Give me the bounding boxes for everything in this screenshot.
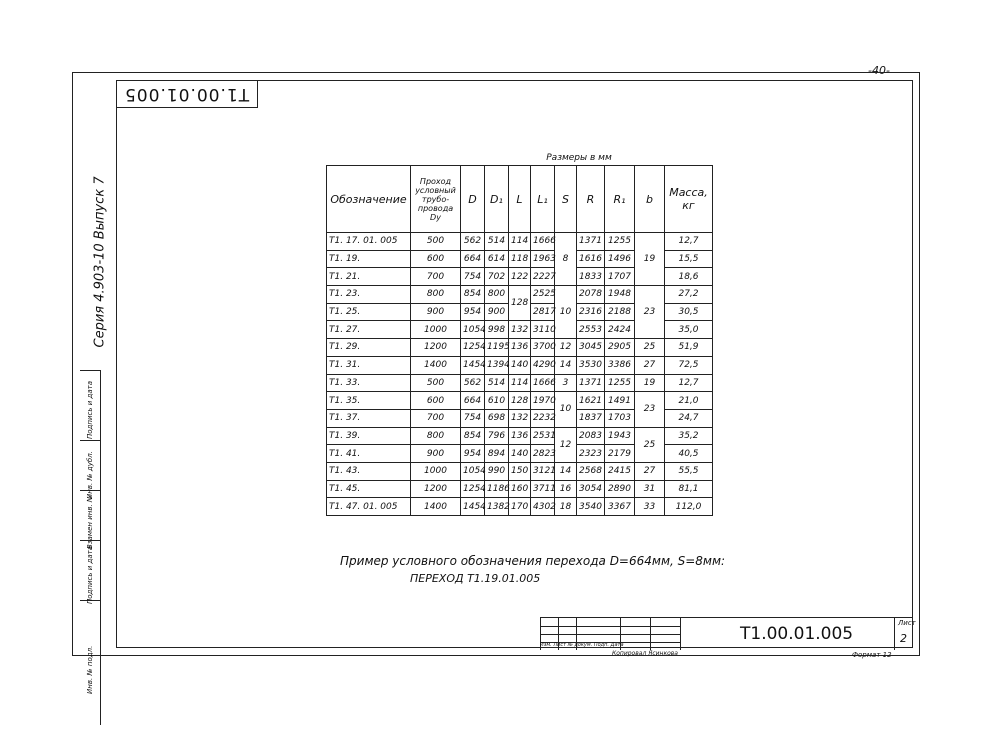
cell-b: 33 bbox=[635, 498, 665, 516]
title-block-column-labels: Изм. Лист № докум. Подп. Дата bbox=[540, 642, 624, 648]
cell-mass: 35,2 bbox=[665, 427, 713, 445]
cell-R: 3045 bbox=[577, 339, 605, 357]
cell-mass: 81,1 bbox=[665, 480, 713, 498]
cell-D1: 796 bbox=[485, 427, 509, 445]
table-row bbox=[327, 498, 713, 516]
cell-L1: 3121 bbox=[531, 462, 555, 480]
cell-L: 136 bbox=[509, 339, 531, 357]
cell-dn: 1000 bbox=[411, 321, 461, 339]
cell-L1: 1666 bbox=[531, 233, 555, 251]
cell-D1: 610 bbox=[485, 392, 509, 410]
cell-L: 114 bbox=[509, 374, 531, 392]
spec-table-wrapper bbox=[326, 153, 712, 516]
cell-L1: 1666 bbox=[531, 374, 555, 392]
cell-designation: Т1. 23. bbox=[327, 286, 411, 304]
cell-L: 118 bbox=[509, 250, 531, 268]
cell-R1: 2424 bbox=[605, 321, 635, 339]
table-row bbox=[327, 480, 713, 498]
cell-mass: 27,2 bbox=[665, 286, 713, 304]
header-mass: Масса, кг bbox=[665, 166, 713, 233]
cell-R1: 2415 bbox=[605, 462, 635, 480]
cell-L: 150 bbox=[509, 462, 531, 480]
cell-L1: 2227 bbox=[531, 268, 555, 286]
cell-L1: 2525 bbox=[531, 286, 555, 304]
cell-D: 664 bbox=[461, 250, 485, 268]
cell-designation: Т1. 27. bbox=[327, 321, 411, 339]
cell-D: 562 bbox=[461, 374, 485, 392]
cell-designation: Т1. 37. bbox=[327, 409, 411, 427]
cell-L1: 3711 bbox=[531, 480, 555, 498]
cell-mass: 30,5 bbox=[665, 303, 713, 321]
cell-dn: 700 bbox=[411, 409, 461, 427]
cell-L1: 3110 bbox=[531, 321, 555, 339]
cell-R: 1833 bbox=[577, 268, 605, 286]
example-line-1: Пример условного обозначения перехода D=664мм, S=8мм: bbox=[340, 554, 726, 568]
title-block bbox=[540, 617, 916, 650]
cell-R: 2568 bbox=[577, 462, 605, 480]
example-line-2: ПЕРЕХОД Т1.19.01.005 bbox=[410, 572, 541, 585]
cell-R: 3530 bbox=[577, 356, 605, 374]
cell-R: 2083 bbox=[577, 427, 605, 445]
cell-S: 3 bbox=[555, 374, 577, 392]
cell-S: 14 bbox=[555, 462, 577, 480]
cell-R1: 1707 bbox=[605, 268, 635, 286]
cell-designation: Т1. 31. bbox=[327, 356, 411, 374]
tb-hline bbox=[540, 634, 680, 635]
cell-mass: 40,5 bbox=[665, 445, 713, 463]
cell-mass: 112,0 bbox=[665, 498, 713, 516]
cell-L: 160 bbox=[509, 480, 531, 498]
cell-L1: 3700 bbox=[531, 339, 555, 357]
cell-S: 14 bbox=[555, 356, 577, 374]
cell-D: 1254 bbox=[461, 480, 485, 498]
cell-dn: 800 bbox=[411, 286, 461, 304]
cell-D1: 998 bbox=[485, 321, 509, 339]
side-cell-4: Подпись и дата bbox=[86, 546, 94, 604]
cell-designation: Т1. 45. bbox=[327, 480, 411, 498]
cell-D: 1454 bbox=[461, 356, 485, 374]
cell-R1: 3386 bbox=[605, 356, 635, 374]
cell-R1: 1943 bbox=[605, 427, 635, 445]
spec-table bbox=[326, 165, 713, 516]
cell-L: 114 bbox=[509, 233, 531, 251]
cell-mass: 35,0 bbox=[665, 321, 713, 339]
cell-R: 1371 bbox=[577, 374, 605, 392]
cell-dn: 900 bbox=[411, 303, 461, 321]
cell-L1: 4302 bbox=[531, 498, 555, 516]
cell-R1: 1255 bbox=[605, 233, 635, 251]
cell-mass: 55,5 bbox=[665, 462, 713, 480]
table-header-row bbox=[327, 166, 713, 233]
cell-mass: 12,7 bbox=[665, 374, 713, 392]
cell-dn: 500 bbox=[411, 374, 461, 392]
side-strip-divider bbox=[100, 370, 101, 725]
cell-designation: Т1. 19. bbox=[327, 250, 411, 268]
sheet-label: Лист bbox=[898, 619, 916, 627]
cell-dn: 1400 bbox=[411, 498, 461, 516]
cell-L: 136 bbox=[509, 427, 531, 445]
cell-designation: Т1. 47. 01. 005 bbox=[327, 498, 411, 516]
cell-b: 27 bbox=[635, 356, 665, 374]
cell-D: 1254 bbox=[461, 339, 485, 357]
table-row bbox=[327, 427, 713, 445]
cell-L: 132 bbox=[509, 321, 531, 339]
side-cell-3: Взамен инв. № bbox=[86, 494, 94, 549]
cell-dn: 600 bbox=[411, 392, 461, 410]
cell-L1: 1970 bbox=[531, 392, 555, 410]
side-cell-5: Инв. № подл. bbox=[86, 645, 94, 694]
cell-b: 23 bbox=[635, 392, 665, 427]
header-R1: R₁ bbox=[605, 166, 635, 233]
cell-L1: 2232 bbox=[531, 409, 555, 427]
cell-b: 19 bbox=[635, 374, 665, 392]
cell-S: 12 bbox=[555, 339, 577, 357]
cell-dn: 500 bbox=[411, 233, 461, 251]
cell-designation: Т1. 35. bbox=[327, 392, 411, 410]
cell-designation: Т1. 25. bbox=[327, 303, 411, 321]
cell-L: 170 bbox=[509, 498, 531, 516]
copied-by: Копировал Ясинкова bbox=[612, 650, 678, 657]
cell-L1: 2823 bbox=[531, 445, 555, 463]
cell-D1: 894 bbox=[485, 445, 509, 463]
cell-R1: 1491 bbox=[605, 392, 635, 410]
sheet-number: 2 bbox=[900, 632, 907, 645]
cell-D: 754 bbox=[461, 268, 485, 286]
cell-dn: 900 bbox=[411, 445, 461, 463]
cell-D: 1054 bbox=[461, 321, 485, 339]
cell-D: 1454 bbox=[461, 498, 485, 516]
cell-dn: 600 bbox=[411, 250, 461, 268]
cell-S: 8 bbox=[555, 233, 577, 286]
cell-R: 3054 bbox=[577, 480, 605, 498]
cell-R: 2553 bbox=[577, 321, 605, 339]
cell-R: 1616 bbox=[577, 250, 605, 268]
table-row bbox=[327, 339, 713, 357]
side-cell-2: Инв. № дубл. bbox=[86, 451, 94, 499]
cell-b: 25 bbox=[635, 339, 665, 357]
cell-S: 10 bbox=[555, 286, 577, 339]
cell-mass: 24,7 bbox=[665, 409, 713, 427]
cell-D1: 800 bbox=[485, 286, 509, 304]
cell-mass: 72,5 bbox=[665, 356, 713, 374]
tb-vline bbox=[680, 618, 681, 650]
cell-L-merged: 128 bbox=[509, 286, 531, 321]
table-row bbox=[327, 356, 713, 374]
header-designation: Обозначение bbox=[327, 166, 411, 233]
cell-mass: 12,7 bbox=[665, 233, 713, 251]
cell-R1: 2188 bbox=[605, 303, 635, 321]
top-stamp-code: T1.00.01.005 bbox=[124, 84, 250, 104]
cell-R1: 3367 bbox=[605, 498, 635, 516]
cell-R: 1371 bbox=[577, 233, 605, 251]
cell-dn: 1000 bbox=[411, 462, 461, 480]
cell-L: 140 bbox=[509, 445, 531, 463]
cell-b: 27 bbox=[635, 462, 665, 480]
cell-R: 2323 bbox=[577, 445, 605, 463]
page-number: -40- bbox=[868, 64, 890, 77]
cell-mass: 15,5 bbox=[665, 250, 713, 268]
side-cell-1: Подпись и дата bbox=[86, 381, 94, 439]
cell-R1: 2905 bbox=[605, 339, 635, 357]
header-D1: D₁ bbox=[485, 166, 509, 233]
cell-D1: 990 bbox=[485, 462, 509, 480]
cell-S: 16 bbox=[555, 480, 577, 498]
cell-b: 25 bbox=[635, 427, 665, 462]
cell-mass: 51,9 bbox=[665, 339, 713, 357]
cell-D1: 702 bbox=[485, 268, 509, 286]
tb-hline bbox=[540, 626, 680, 627]
cell-S: 18 bbox=[555, 498, 577, 516]
cell-mass: 21,0 bbox=[665, 392, 713, 410]
cell-b: 31 bbox=[635, 480, 665, 498]
series-label: Серия 4.903-10 Выпуск 7 bbox=[92, 176, 108, 348]
title-block-code: Т1.00.01.005 bbox=[740, 624, 854, 644]
cell-R: 1837 bbox=[577, 409, 605, 427]
table-row bbox=[327, 392, 713, 410]
cell-designation: Т1. 41. bbox=[327, 445, 411, 463]
cell-R1: 1496 bbox=[605, 250, 635, 268]
cell-L: 122 bbox=[509, 268, 531, 286]
cell-R: 1621 bbox=[577, 392, 605, 410]
cell-R1: 2179 bbox=[605, 445, 635, 463]
table-row bbox=[327, 374, 713, 392]
cell-R1: 2890 bbox=[605, 480, 635, 498]
format-label: Формат 12 bbox=[852, 651, 892, 659]
cell-D1: 900 bbox=[485, 303, 509, 321]
cell-L: 140 bbox=[509, 356, 531, 374]
side-strip bbox=[80, 80, 116, 694]
top-stamp bbox=[116, 80, 258, 108]
cell-R: 3540 bbox=[577, 498, 605, 516]
cell-D: 562 bbox=[461, 233, 485, 251]
cell-D: 664 bbox=[461, 392, 485, 410]
cell-dn: 700 bbox=[411, 268, 461, 286]
cell-S: 10 bbox=[555, 392, 577, 427]
header-b: b bbox=[635, 166, 665, 233]
cell-D: 954 bbox=[461, 303, 485, 321]
cell-D: 854 bbox=[461, 427, 485, 445]
cell-designation: Т1. 29. bbox=[327, 339, 411, 357]
cell-D1: 1394 bbox=[485, 356, 509, 374]
cell-L: 128 bbox=[509, 392, 531, 410]
cell-mass: 18,6 bbox=[665, 268, 713, 286]
cell-L1: 1963 bbox=[531, 250, 555, 268]
cell-D1: 698 bbox=[485, 409, 509, 427]
cell-D1: 614 bbox=[485, 250, 509, 268]
cell-D1: 1186 bbox=[485, 480, 509, 498]
cell-designation: Т1. 33. bbox=[327, 374, 411, 392]
cell-L1: 4290 bbox=[531, 356, 555, 374]
header-L1: L₁ bbox=[531, 166, 555, 233]
cell-designation: Т1. 43. bbox=[327, 462, 411, 480]
cell-designation: Т1. 17. 01. 005 bbox=[327, 233, 411, 251]
cell-L1: 2817 bbox=[531, 303, 555, 321]
cell-D: 954 bbox=[461, 445, 485, 463]
cell-R1: 1255 bbox=[605, 374, 635, 392]
cell-designation: Т1. 39. bbox=[327, 427, 411, 445]
cell-dn: 1200 bbox=[411, 480, 461, 498]
header-dn: Проход условный трубо-провода Dy bbox=[411, 166, 461, 233]
cell-D1: 514 bbox=[485, 233, 509, 251]
cell-R: 2316 bbox=[577, 303, 605, 321]
cell-R1: 1948 bbox=[605, 286, 635, 304]
table-row bbox=[327, 462, 713, 480]
cell-R1: 1703 bbox=[605, 409, 635, 427]
cell-D1: 514 bbox=[485, 374, 509, 392]
cell-D: 754 bbox=[461, 409, 485, 427]
cell-D1: 1195 bbox=[485, 339, 509, 357]
cell-designation: Т1. 21. bbox=[327, 268, 411, 286]
cell-D: 1054 bbox=[461, 462, 485, 480]
header-R: R bbox=[577, 166, 605, 233]
cell-b: 19 bbox=[635, 233, 665, 286]
table-row bbox=[327, 286, 713, 304]
header-D: D bbox=[461, 166, 485, 233]
cell-dn: 1200 bbox=[411, 339, 461, 357]
header-L: L bbox=[509, 166, 531, 233]
header-S: S bbox=[555, 166, 577, 233]
table-row bbox=[327, 233, 713, 251]
cell-R: 2078 bbox=[577, 286, 605, 304]
cell-b: 23 bbox=[635, 286, 665, 339]
cell-S: 12 bbox=[555, 427, 577, 462]
cell-D1: 1382 bbox=[485, 498, 509, 516]
table-caption: Размеры в мм bbox=[546, 153, 612, 163]
cell-D: 854 bbox=[461, 286, 485, 304]
cell-L1: 2531 bbox=[531, 427, 555, 445]
cell-dn: 800 bbox=[411, 427, 461, 445]
cell-dn: 1400 bbox=[411, 356, 461, 374]
cell-L: 132 bbox=[509, 409, 531, 427]
